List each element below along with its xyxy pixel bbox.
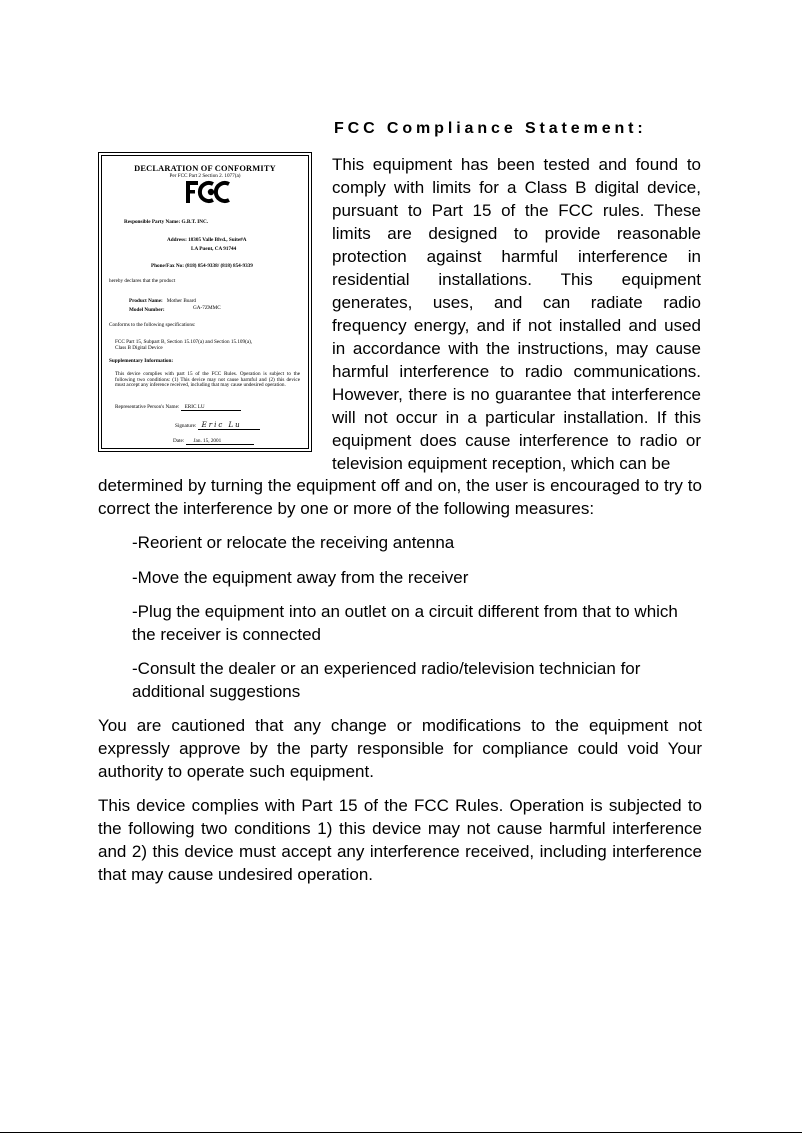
product-name-value: Mother Board — [166, 298, 197, 304]
signature-value: Eric Lu — [198, 421, 260, 430]
signature-row — [175, 421, 260, 430]
spec-line-1: FCC Part 15, Subpart B, Section 15.107(a) and Section 15.109(a), — [115, 339, 253, 345]
model-number-value: GA-7ZMMC — [193, 305, 221, 311]
declaration-of-conformity — [98, 152, 312, 452]
declaration-title: DECLARATION OF CONFORMITY — [134, 164, 276, 173]
representative-value: ERIC LU — [181, 404, 241, 411]
declares-text: hereby declares that the product — [109, 278, 176, 284]
measure-item: -Move the equipment away from the receiver — [132, 568, 469, 587]
product-name-label: Product Name: — [129, 298, 163, 304]
measure-item: -Plug the equipment into an outlet on a circuit different from that to which the receiver is connected — [132, 602, 678, 644]
declaration-subtitle: Per FCC Part 2 Section 2. 1077(a) — [169, 173, 241, 179]
measure-item: -Reorient or relocate the receiving antenna — [132, 533, 455, 552]
product-name-row — [129, 289, 196, 307]
spec-line-2: Class B Digital Device — [115, 345, 163, 351]
address-line-2: LA Puent, CA 91744 — [191, 246, 237, 252]
responsible-party: Responsible Party Name: G.B.T. INC. — [124, 219, 209, 225]
date-value: Jan. 15, 2001 — [186, 438, 254, 445]
bottom-divider — [0, 1132, 802, 1133]
paragraph-2: You are cautioned that any change or modifications to the equipment not expressly approve by the party responsible for compliance could void Your authority to operate such equipment. — [98, 716, 702, 781]
model-number-label: Model Number: — [129, 307, 165, 313]
conforms-text: Conforms to the following specifications: — [109, 322, 196, 328]
paragraph-3: This device complies with Part 15 of the FCC Rules. Operation is subjected to the following two conditions 1) this device may not cause harmful interference and 2) this device must accept any interference received, including interference that may cause undesired operation. — [98, 796, 702, 884]
date-label: Date: — [173, 438, 185, 444]
page-heading: FCC Compliance Statement: — [334, 120, 647, 137]
signature-label: Signature: — [175, 423, 197, 429]
measure-item: -Consult the dealer or an experienced radio/television technician for additional suggestions — [132, 659, 641, 701]
paragraph-1-continued: determined by turning the equipment off and on, the user is encouraged to try to correct the interference by one or more of the following measures: — [98, 476, 702, 518]
supplementary-label: Supplementary Information: — [109, 358, 174, 364]
representative-row — [115, 404, 241, 411]
representative-label: Representative Person's Name: — [115, 404, 180, 410]
date-row — [173, 438, 254, 445]
address-line-1: Address: 18305 Valle Blvd., Suite#A — [167, 237, 247, 243]
fcc-logo-icon — [185, 180, 235, 204]
phone-fax: Phone/Fax No: (818) 854-9338/ (818) 854-9339 — [151, 263, 253, 269]
supplementary-text: This device complies with part 15 of the FCC Rules. Operation is subject to the following two conditions: (1) This device may not cause harmful and (2) this device must accept any inference received, including that may cause undesired operation. — [115, 371, 300, 389]
paragraph-1-right: This equipment has been tested and found to comply with limits for a Class B digital device, pursuant to Part 15 of the FCC rules. These limits are designed to provide reasonable protection against harmful interference in residential installations. This equipment generates, uses, and can radiate radio frequency energy, and if not installed and used in accordance with the instructions, may cause harmful interference to radio communications. However, there is no guarantee that interference will not occur in a particular installation. If this equipment does cause interference to radio or television equipment reception, which can be — [332, 155, 701, 473]
